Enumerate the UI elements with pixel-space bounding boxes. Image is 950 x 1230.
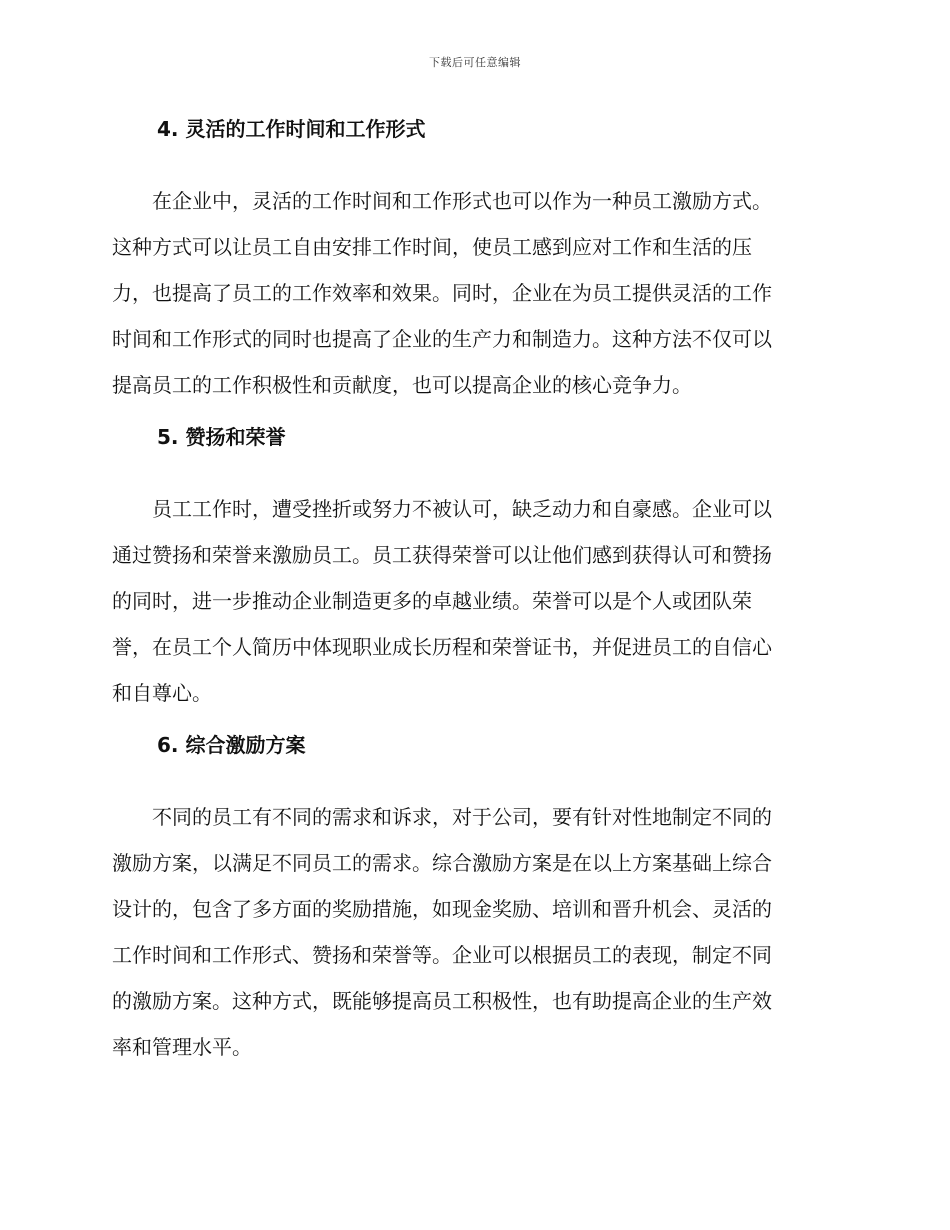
- section-4: [112, 110, 832, 408]
- section-heading: 4. 灵活的工作时间和工作形式: [157, 117, 426, 141]
- page-header: 下载后可任意编辑: [429, 56, 521, 69]
- section-paragraph: [112, 178, 832, 408]
- document-body: [112, 110, 832, 1070]
- section-paragraph: [112, 794, 832, 1070]
- paragraph-line: 在企业中，灵活的工作时间和工作形式也可以作为一种员工激励方式。: [152, 189, 772, 213]
- section-5: [112, 418, 832, 716]
- paragraph-line: 不同的员工有不同的需求和诉求，对于公司，要有针对性地制定不同的: [152, 805, 772, 829]
- paragraph-line: 誉，在员工个人简历中体现职业成长历程和荣誉证书，并促进员工的自信心: [112, 635, 772, 659]
- section-6: [112, 726, 832, 1070]
- section-heading: 6. 综合激励方案: [157, 733, 306, 757]
- paragraph-line: 和自尊心。: [112, 681, 212, 705]
- paragraph-line: 通过赞扬和荣誉来激励员工。员工获得荣誉可以让他们感到获得认可和赞扬: [112, 543, 772, 567]
- paragraph-line: 设计的，包含了多方面的奖励措施，如现金奖励、培训和晋升机会、灵活的: [112, 897, 772, 921]
- paragraph-line: 提高员工的工作积极性和贡献度，也可以提高企业的核心竞争力。: [112, 373, 692, 397]
- paragraph-line: 的激励方案。这种方式，既能够提高员工积极性，也有助提高企业的生产效: [112, 989, 772, 1013]
- paragraph-line: 激励方案，以满足不同员工的需求。综合激励方案是在以上方案基础上综合: [112, 851, 772, 875]
- paragraph-line: 时间和工作形式的同时也提高了企业的生产力和制造力。这种方法不仅可以: [112, 327, 772, 351]
- paragraph-line: 力，也提高了员工的工作效率和效果。同时，企业在为员工提供灵活的工作: [112, 281, 772, 305]
- paragraph-line: 率和管理水平。: [112, 1035, 252, 1059]
- section-heading: 5. 赞扬和荣誉: [157, 425, 286, 449]
- section-paragraph: [112, 486, 832, 716]
- paragraph-line: 的同时，进一步推动企业制造更多的卓越业绩。荣誉可以是个人或团队荣: [112, 589, 752, 613]
- paragraph-line: 员工工作时，遭受挫折或努力不被认可，缺乏动力和自豪感。企业可以: [152, 497, 772, 521]
- paragraph-line: 这种方式可以让员工自由安排工作时间，使员工感到应对工作和生活的压: [112, 235, 752, 259]
- paragraph-line: 工作时间和工作形式、赞扬和荣誉等。企业可以根据员工的表现，制定不同: [112, 943, 772, 967]
